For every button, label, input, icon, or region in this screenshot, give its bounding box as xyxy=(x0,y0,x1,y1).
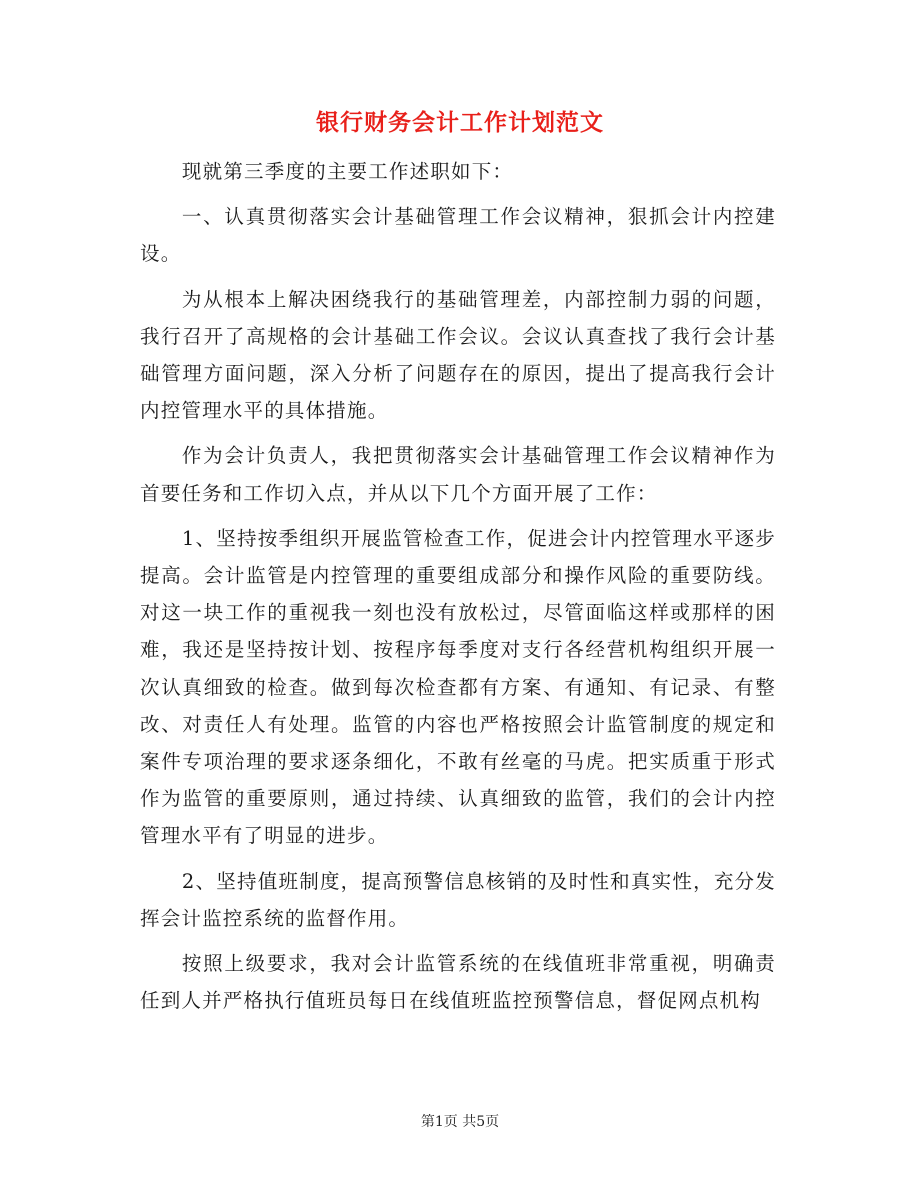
paragraph-item-one: 1、坚持按季组织开展监管检查工作，促进会计内控管理水平逐步提高。会计监管是内控管理的重要组成部分和操作风险的重要防线。对这一块工作的重视我一刻也没有放松过，尽管面临这样或那样的困难，我还是坚持按计划、按程序每季度对支行各经营机构组织开展一次认真细致的检查。做到每次检查都有方案、有通知、有记录、有整改、对责任人有处理。监管的内容也严格按照会计监管制度的规定和案件专项治理的要求逐条细化，不敢有丝毫的马虎。把实质重于形式作为监管的重要原则，通过持续、认真细致的监管，我们的会计内控管理水平有了明显的进步。 xyxy=(140,526,776,848)
document-title: 银行财务会计工作计划范文 xyxy=(316,109,604,136)
document-body xyxy=(140,153,776,1019)
paragraph-background: 为从根本上解决困绕我行的基础管理差，内部控制力弱的问题，我行召开了高规格的会计基础工作会议。会议认真查找了我行会计基础管理方面问题，深入分析了问题存在的原因，提出了提高我行会计内控管理水平的具体措施。 xyxy=(140,287,776,423)
paragraph-intro: 现就第三季度的主要工作述职如下： xyxy=(181,160,514,183)
paragraph-duty-system: 按照上级要求，我对会计监管系统的在线值班非常重视，明确责任到人并严格执行值班员每日在线值班监控预警信息，督促网点机构 xyxy=(140,952,776,1013)
paragraph-item-two: 2、坚持值班制度，提高预警信息核销的及时性和真实性，充分发挥会计监控系统的监督作用。 xyxy=(140,869,776,930)
paragraph-responsibility: 作为会计负责人，我把贯彻落实会计基础管理工作会议精神作为首要任务和工作切入点，并从以下几个方面开展了工作： xyxy=(140,444,776,505)
paragraph-section-one-heading: 一、认真贯彻落实会计基础管理工作会议精神，狠抓会计内控建设。 xyxy=(140,205,776,266)
page-number-footer: 第1页 共5页 xyxy=(420,1114,500,1130)
